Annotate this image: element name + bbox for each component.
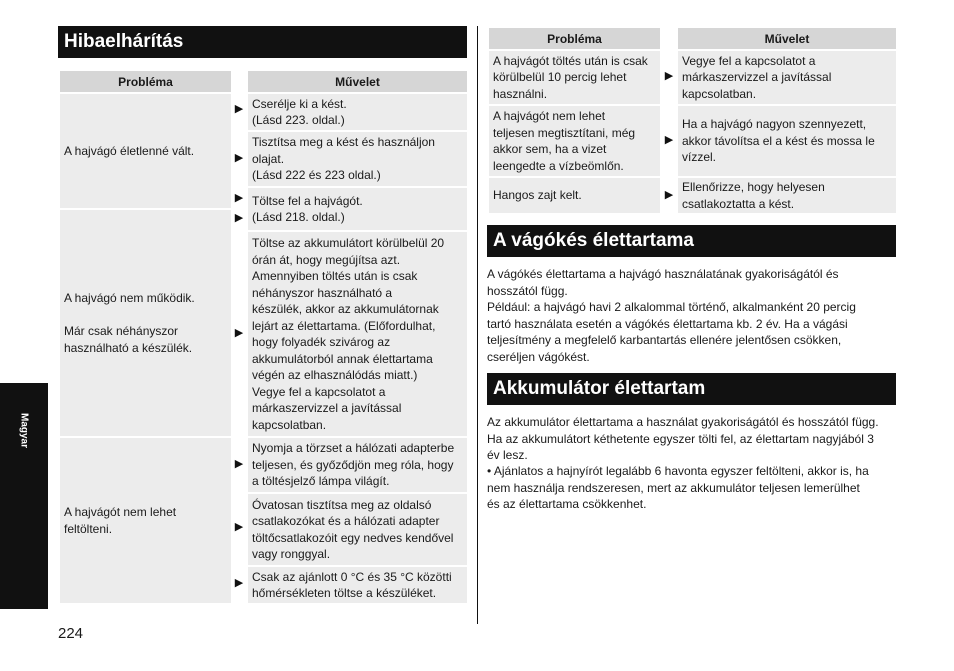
action-cell: Töltse fel a hajvágót. (Lásd 218. oldal.) (248, 188, 467, 230)
arrow-icon: ▶ (234, 577, 244, 589)
action-cell: Töltse az akkumulátort körülbelül 20 órán át, hogy megújítsa azt. Amennyiben töltés után is csak néhányszor használható a készülék, akkor az akkumulátornak lejárt az élettartama. (Előfordulhat, hogy folyadék szivárog az akkumulátorból annak élettartama végén az elhasználódás miatt.) Vegye fel a kapcsolatot a márkaszervizzel a javítással kapcsolatban. (248, 232, 467, 436)
arrow-icon: ▶ (664, 189, 674, 201)
action-cell: Tisztítsa meg a kést és használjon olajat. (Lásd 222 és 223 oldal.) (248, 132, 467, 186)
action-cell: Vegye fel a kapcsolatot a márkaszervizzel a javítással kapcsolatban. (678, 51, 896, 104)
header-problem: Probléma (489, 28, 660, 49)
arrow-icon: ▶ (664, 134, 674, 146)
column-divider (477, 26, 478, 624)
action-cell: Cserélje ki a kést. (Lásd 223. oldal.) (248, 94, 467, 130)
action-cell: Ha a hajvágó nagyon szennyezett, akkor távolítsa el a kést és mossa le vízzel. (678, 106, 896, 176)
arrow-icon: ▶ (664, 70, 674, 82)
problem-cell: A hajvágót nem lehet feltölteni. (60, 438, 231, 603)
problem-cell: A hajvágó életlenné vált. (60, 94, 231, 208)
arrow-icon: ▶ (234, 152, 244, 164)
page-number: 224 (58, 625, 84, 642)
battery-paragraph: Az akkumulátor élettartama a használat gyakoriságától és hosszától függ. Ha az akkumulátort kéthetente egyszer tölti fel, az élettartam nagyjából 3 év lesz. (487, 415, 879, 462)
blade-paragraph-1: A vágókés élettartama a hajvágó használatának gyakoriságától és hosszától függ. (487, 267, 839, 298)
battery-lifespan-title: Akkumulátor élettartam (487, 373, 896, 405)
header-problem: Probléma (60, 71, 231, 92)
troubleshooting-title: Hibaelhárítás (58, 26, 467, 58)
problem-cell: Hangos zajt kelt. (489, 178, 660, 213)
language-label: Magyar (18, 413, 30, 449)
arrow-icon: ▶ (234, 458, 244, 470)
action-cell: Óvatosan tisztítsa meg az oldalsó csatlakozókat és a hálózati adapter töltőcsatlakozóit egy nedves kendővel vagy ronggyal. (248, 494, 467, 565)
arrow-icon: ▶ (234, 327, 244, 339)
header-action: Művelet (678, 28, 896, 49)
battery-bullet: • Ajánlatos a hajnyírót legalább 6 havonta egyszer feltölteni, akkor is, ha nem használja rendszeresen, mert az akkumulátor teljesen lemerülhet és az élettartama csökkenhet. (487, 464, 869, 511)
blade-paragraph-2: Például: a hajvágó havi 2 alkalommal történő, alkalmanként 20 percig tartó használata esetén a vágókés élettartama kb. 2 év. Ha a vágási teljesítmény a megfelelő karbantartás ellenére jelentősen csökken, cseréljen vágókést. (487, 300, 856, 364)
arrow-icon: ▶ (234, 521, 244, 533)
language-side-tab (0, 383, 48, 609)
action-cell: Ellenőrizze, hogy helyesen csatlakoztatta a kést. (678, 178, 896, 213)
problem-cell: A hajvágó nem működik. Már csak néhányszor használható a készülék. (60, 210, 231, 436)
header-action: Művelet (248, 71, 467, 92)
action-cell: Nyomja a törzset a hálózati adapterbe teljesen, és győződjön meg róla, hogy a töltésjelző lámpa világít. (248, 438, 467, 492)
action-cell: Csak az ajánlott 0 °C és 35 °C közötti hőmérsékleten töltse a készüléket. (248, 567, 467, 603)
problem-cell: A hajvágót nem lehet teljesen megtisztítani, még akkor sem, ha a vizet leengedte a vízbeömlőn. (489, 106, 660, 176)
arrow-icon: ▶ (234, 103, 244, 115)
blade-lifespan-title: A vágókés élettartama (487, 225, 896, 257)
arrow-icon: ▶ (234, 192, 244, 204)
problem-cell: A hajvágót töltés után is csak körülbelül 10 percig lehet használni. (489, 51, 660, 104)
arrow-icon: ▶ (234, 212, 244, 224)
